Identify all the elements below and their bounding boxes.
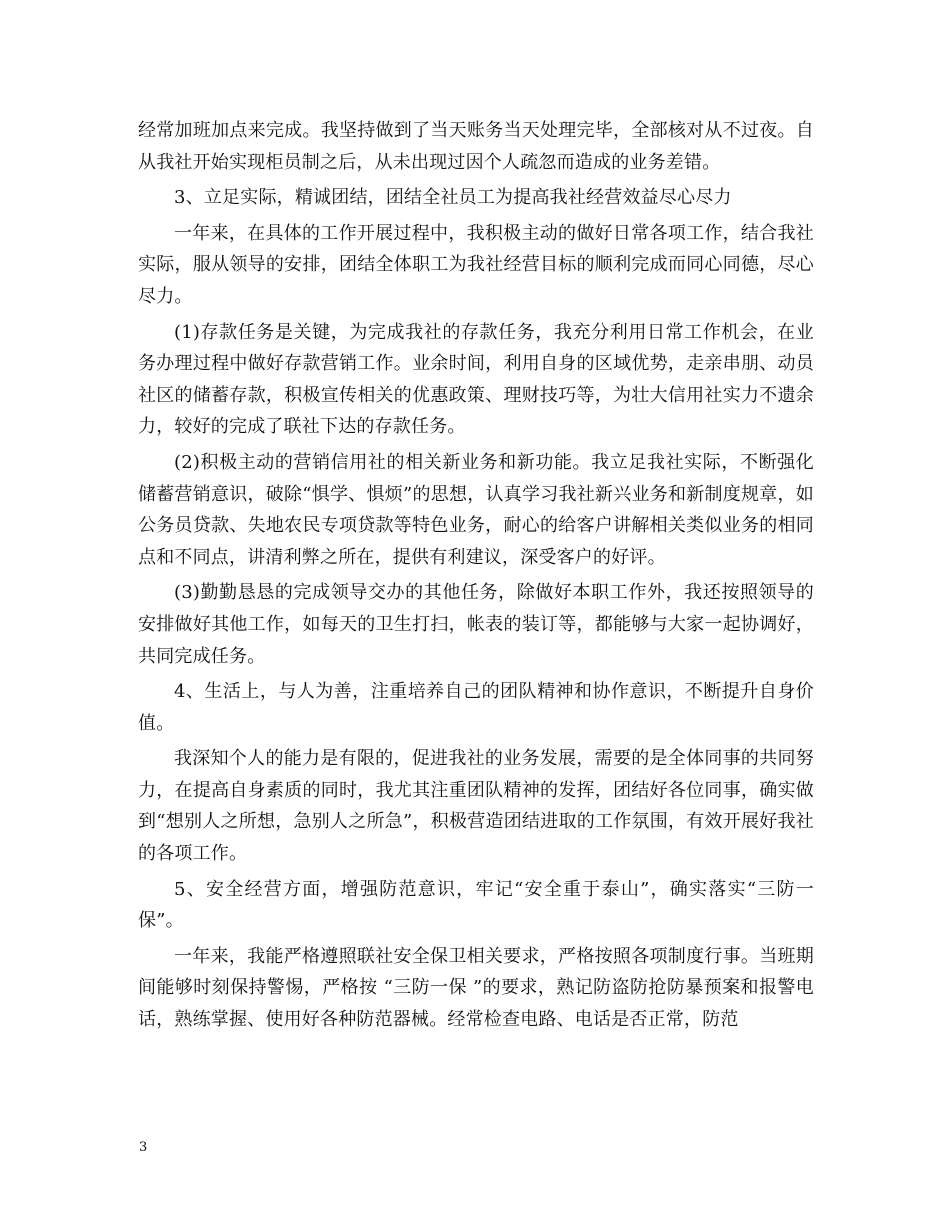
paragraph: 一年来，我能严格遵照联社安全保卫相关要求，严格按照各项制度行事。当班期间能够时刻保持警惕，严格按 “三防一保 ”的要求，熟记防盗防抢防暴预案和报警电话，熟练掌握、使用好各种防范器械。经常检查电路、电话是否正常，防范 [138, 945, 814, 1031]
section-heading-5: 5、安全经营方面，增强防范意识，牢记“安全重于泰山”，确实落实“三防一保”。 [138, 878, 814, 932]
list-item-1: (1)存款任务是关键，为完成我社的存款任务，我充分利用日常工作机会，在业务办理过程中做好存款营销工作。业余时间，利用自身的区域优势，走亲串朋、动员社区的储蓄存款，积极宣传相关的优惠政策、理财技巧等，为壮大信用社实力不遗余力，较好的完成了联社下达的存款任务。 [138, 321, 814, 438]
list-item-2: (2)积极主动的营销信用社的相关新业务和新功能。我立足我社实际，不断强化储蓄营销意识，破除“惧学、惧烦”的思想，认真学习我社新兴业务和新制度规章，如公务员贷款、失地农民专项贷款等特色业务，耐心的给客户讲解相关类似业务的相同点和不同点，讲清利弊之所在，提供有利建议，深受客户的好评。 [138, 451, 814, 568]
page-number: 3 [139, 1140, 148, 1155]
section-heading-4: 4、生活上，与人为善，注重培养自己的团队精神和协作意识，不断提升自身价值。 [138, 681, 814, 734]
document-body [138, 115, 814, 1040]
paragraph: 我深知个人的能力是有限的，促进我社的业务发展，需要的是全体同事的共同努力，在提高自身素质的同时，我尤其注重团队精神的发挥，团结好各位同事，确实做到“想别人之所想，急别人之所急”，积极营造团结进取的工作氛围，有效开展好我社的各项工作。 [138, 748, 814, 865]
paragraph-continuation: 经常加班加点来完成。我坚持做到了当天账务当天处理完毕，全部核对从不过夜。自从我社开始实现柜员制之后，从未出现过因个人疏忽而造成的业务差错。 [138, 120, 814, 173]
section-heading-3: 3、立足实际，精诚团结，团结全社员工为提高我社经营效益尽心尽力 [174, 187, 732, 209]
paragraph: 一年来，在具体的工作开展过程中，我积极主动的做好日常各项工作，结合我社实际，服从领导的安排，团结全体职工为我社经营目标的顺利完成而同心同德，尽心尽力。 [138, 222, 814, 307]
list-item-3: (3)勤勤恳恳的完成领导交办的其他任务，除做好本职工作外，我还按照领导的安排做好其他工作，如每天的卫生打扫，帐表的装订等，都能够与大家一起协调好，共同完成任务。 [138, 582, 814, 667]
